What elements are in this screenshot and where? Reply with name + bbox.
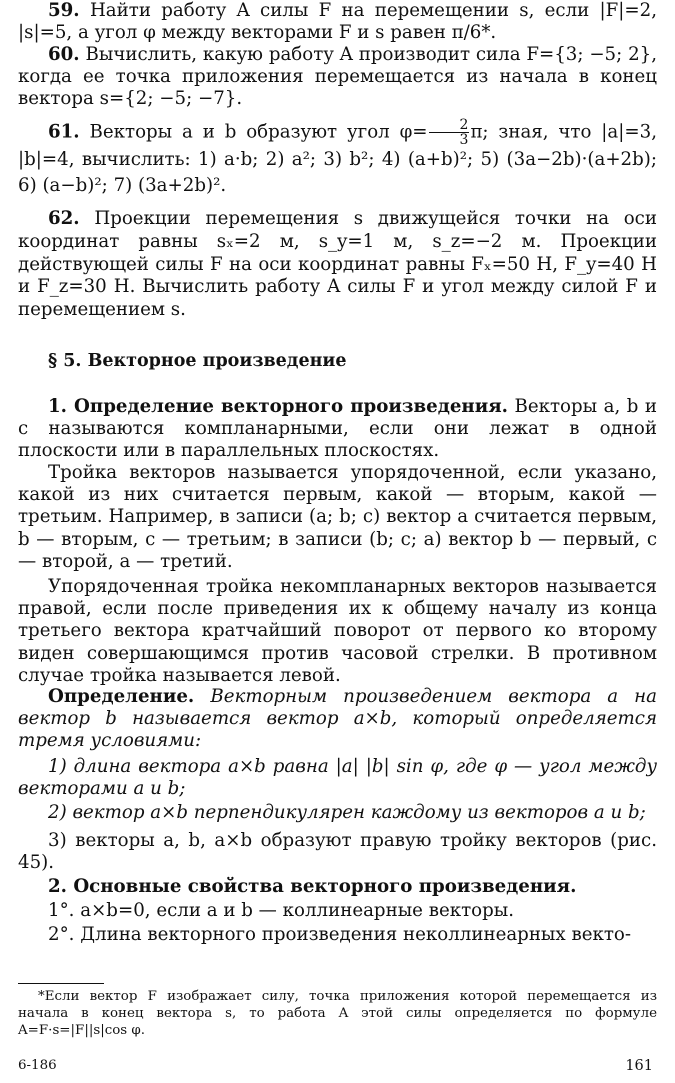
problem-61-number: 61. (48, 121, 80, 143)
cross-product-definition (18, 686, 657, 753)
fraction-denominator: 3 (459, 132, 469, 148)
definition-text: Векторным произведением вектора a на вектор b называется вектор a×b, который определяется тремя условиями: (18, 686, 657, 752)
definition-label: Определение. (48, 686, 195, 707)
right-triple-paragraph: Упорядоченная тройка некомпланарных векторов называется правой, если после приведения их к общему началу из конца третьего вектора кратчайший поворот от первого ко второму виден совершающимся против часовой стрелки. В противном случае тройка называется левой. (18, 576, 657, 686)
problem-59-text: Найти работу A силы F на перемещении s, если |F|=2, |s|=5, а угол φ между векторами F и s равен π/6*. (18, 0, 657, 44)
printer-signature: 6-186 (18, 1058, 57, 1073)
condition-1: 1) длина вектора a×b равна |a| |b| sin φ, где φ — угол между векторами a и b; (18, 756, 657, 800)
subsection-1-title: 1. Определение векторного произведения. (48, 396, 508, 417)
problem-62-number: 62. (48, 208, 80, 229)
definition-paragraph (18, 396, 657, 463)
problem-61-text-b: π; зная, что |a|=3, |b|=4, вычислить: 1) a·b; 2) a²; 3) b²; 4) (a+b)²; 5) (3a−2b)·(a+2b); 6) (a−b)²; 7) (3a+2b)². (18, 121, 657, 196)
problem-62-text: Проекции перемещения s движущейся точки на оси координат равны sₓ=2 м, s_y=1 м, s_z=−2 м. Проекции действующей силы F на оси координат равны Fₓ=50 Н, F_y=40 Н и F_z=30 Н. Вычислить работу A силы F и угол между силой F и перемещением s. (18, 208, 657, 321)
problem-61-text-a: Векторы a и b образуют угол φ= (89, 121, 428, 143)
problem-60-number: 60. (48, 44, 80, 65)
condition-3: 3) векторы a, b, a×b образуют правую тройку векторов (рис. 45). (18, 830, 657, 874)
footnote-divider (18, 983, 104, 984)
subsection-2-title: 2. Основные свойства векторного произведения. (48, 876, 577, 897)
problem-61 (18, 118, 657, 199)
footnote: *Если вектор F изображает силу, точка приложения которой перемещается из начала в конец вектора s, то работа A этой силы определяется по формуле A=F·s=|F||s|cos φ. (18, 989, 657, 1038)
property-1: 1°. a×b=0, если a и b — коллинеарные векторы. (48, 900, 514, 921)
problem-60 (18, 44, 657, 111)
section-heading: § 5. Векторное произведение (48, 351, 347, 371)
problem-60-text: Вычислить, какую работу A производит сила F={3; −5; 2}, когда ее точка приложения перемещается из начала в конец вектора s={2; −5; −7}. (18, 44, 657, 110)
problem-59 (18, 0, 657, 44)
problem-62 (18, 208, 657, 322)
condition-2: 2) вектор a×b перпендикулярен каждому из векторов a и b; (48, 802, 646, 823)
angle-fraction (429, 118, 470, 147)
property-2: 2°. Длина векторного произведения неколлинеарных векто- (48, 924, 631, 945)
coplanar-definition: Векторы a, b и c называются компланарными, если они лежат в одной плоскости или в параллельных плоскостях. (18, 396, 658, 462)
fraction-numerator: 2 (429, 118, 470, 133)
page-number: 161 (625, 1058, 653, 1074)
problem-59-number: 59. (48, 0, 80, 21)
ordered-triple-paragraph: Тройка векторов называется упорядоченной, если указано, какой из них считается первым, какой — вторым, какой — третьим. Например, в записи (a; b; c) вектор a считается первым, b — вторым, c — третьим; в записи (b; c; a) вектор b — первый, c — второй, a — третий. (18, 462, 657, 572)
